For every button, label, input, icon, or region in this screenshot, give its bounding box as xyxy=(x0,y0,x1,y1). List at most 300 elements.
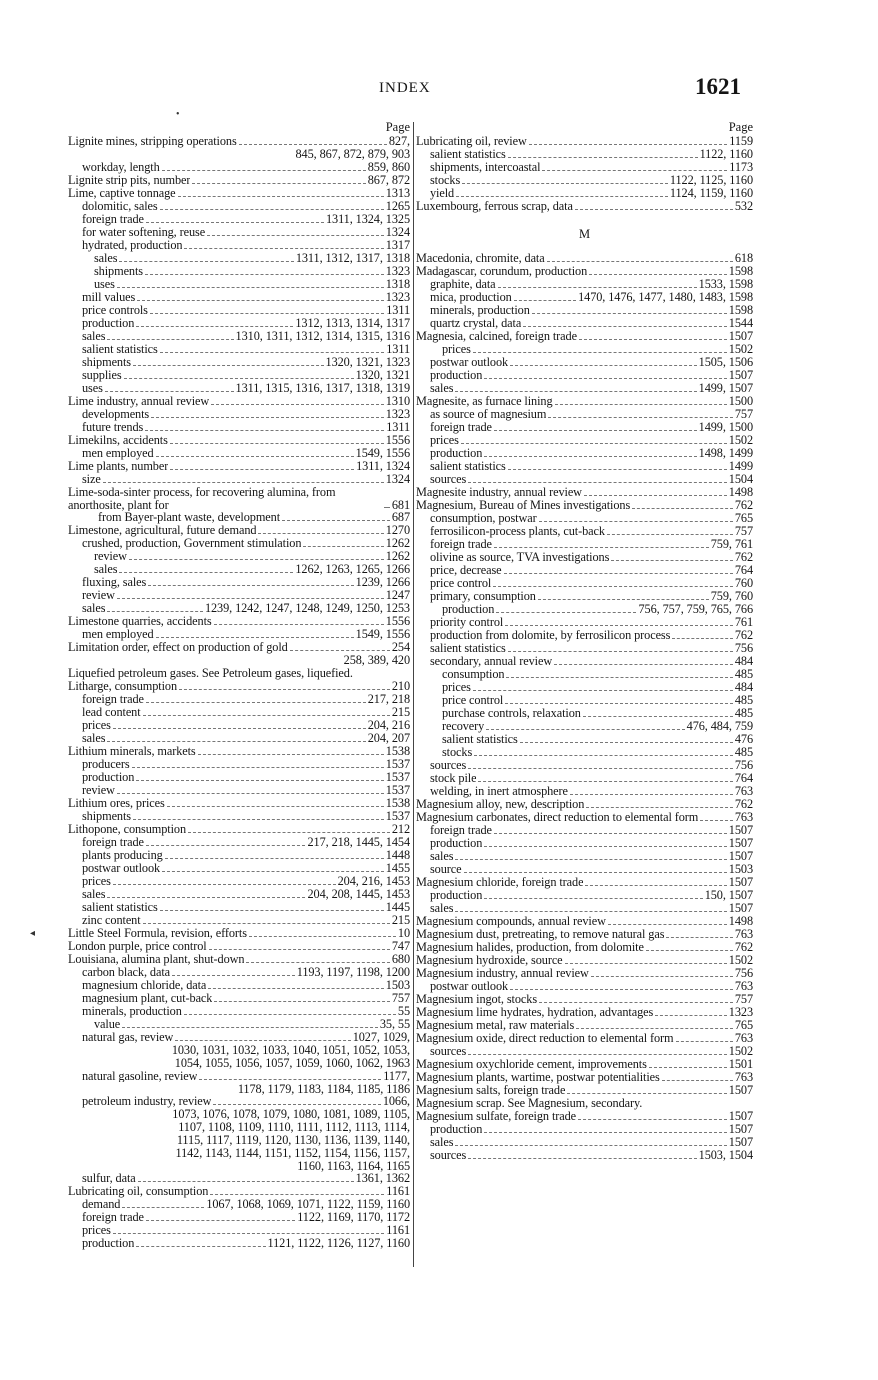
index-entry xyxy=(68,641,410,667)
dot-leader xyxy=(146,845,306,846)
entry-text: Magnesium compounds, annual review xyxy=(416,915,606,928)
entry-text: production xyxy=(82,770,135,784)
page-number: 1621 xyxy=(695,74,741,99)
index-entry xyxy=(68,382,410,395)
dot-leader xyxy=(209,949,390,950)
entry-pages: 1262 xyxy=(385,549,410,564)
dot-leader xyxy=(672,638,733,639)
dot-leader xyxy=(455,391,696,392)
entry-pages: 1549, 1556 xyxy=(355,445,410,460)
index-column-left xyxy=(68,121,410,1250)
index-entry xyxy=(416,603,753,616)
dot-leader xyxy=(103,482,384,483)
entry-text: sales xyxy=(430,850,454,863)
index-entry xyxy=(68,1005,410,1018)
dot-leader xyxy=(170,443,384,444)
entry-text: Magnesium plants, wartime, postwar potentialities xyxy=(416,1071,660,1084)
entry-text: primary, consumption xyxy=(430,590,536,603)
dot-leader xyxy=(456,196,668,197)
entry-text: recovery xyxy=(442,720,485,733)
dot-leader xyxy=(117,598,384,599)
index-entry xyxy=(416,629,753,642)
index-entry xyxy=(416,993,753,1006)
entry-pages: 1311 xyxy=(386,302,410,317)
entry-text: purchase controls, relaxation xyxy=(442,707,581,720)
entry-text: priority control xyxy=(430,616,504,629)
index-entry xyxy=(68,252,410,265)
dot-leader xyxy=(160,209,384,210)
entry-pages: 1311, 1324, 1325 xyxy=(325,211,410,226)
dot-leader xyxy=(192,183,365,184)
entry-pages: 1323 xyxy=(385,289,410,304)
entry-pages: 757 xyxy=(734,524,753,538)
entry-pages: 1507 xyxy=(728,849,753,863)
dot-leader xyxy=(146,1220,295,1221)
entry-pages: 1239, 1242, 1247, 1248, 1249, 1250, 1253 xyxy=(204,601,410,616)
index-entry xyxy=(416,798,753,811)
dot-leader xyxy=(468,768,733,769)
entry-pages: 763 xyxy=(734,784,753,798)
entry-text: postwar outlook xyxy=(430,356,509,369)
entry-pages: 204, 207 xyxy=(367,730,410,745)
entry-text: graphite, data xyxy=(430,278,496,291)
dot-leader xyxy=(510,365,697,366)
entry-pages: 1323 xyxy=(728,1005,753,1019)
entry-text: minerals, production xyxy=(430,304,530,317)
index-entry xyxy=(416,395,753,408)
entry-text: Litharge, consumption xyxy=(68,679,178,693)
entry-pages: 1323 xyxy=(385,263,410,278)
entry-pages: 1544 xyxy=(728,316,753,330)
entry-pages: 618 xyxy=(734,251,753,265)
entry-pages: 1318 xyxy=(385,276,410,291)
dot-leader xyxy=(133,365,324,366)
index-entry xyxy=(416,876,753,889)
index-entry xyxy=(68,537,410,550)
dot-leader xyxy=(214,1001,390,1002)
entry-text: price control xyxy=(442,694,504,707)
entry-text: carbon black, data xyxy=(82,965,170,979)
entry-text: Louisiana, alumina plant, shut-down xyxy=(68,952,245,966)
index-entry xyxy=(416,928,753,941)
entry-pages: 1177, xyxy=(383,1068,410,1083)
entry-pages: 747 xyxy=(391,938,410,953)
dot-leader xyxy=(676,1041,733,1042)
dot-leader xyxy=(496,612,636,613)
entry-text: sales xyxy=(82,731,106,745)
dot-leader xyxy=(107,339,233,340)
entry-text: welding, in inert atmosphere xyxy=(430,785,568,798)
index-entry xyxy=(68,927,410,940)
entry-pages: 1320, 1321 xyxy=(355,367,410,382)
index-entry xyxy=(416,668,753,681)
index-entry xyxy=(68,836,410,849)
entry-text: sources xyxy=(430,759,467,772)
entry-pages: 763 xyxy=(734,810,753,824)
entry-text: production xyxy=(430,889,483,902)
dot-leader xyxy=(567,1093,726,1094)
dot-leader xyxy=(290,650,390,651)
index-entry xyxy=(68,680,410,693)
entry-pages: 476, 484, 759 xyxy=(686,719,753,733)
entry-text: Limestone quarries, accidents xyxy=(68,615,212,629)
entry-pages: 1122, 1169, 1170, 1172 xyxy=(297,1210,410,1225)
dot-leader xyxy=(484,456,696,457)
dot-leader xyxy=(214,624,384,625)
entry-text: postwar outlook xyxy=(430,980,509,993)
entry-pages: 485 xyxy=(734,745,753,759)
entry-pages: 1122, 1160 xyxy=(699,147,753,161)
dot-leader xyxy=(124,378,354,379)
entry-text: plants producing xyxy=(82,848,163,862)
entry-text: dolomitic, sales xyxy=(82,199,158,213)
index-entry xyxy=(68,810,410,823)
entry-text: stocks xyxy=(442,746,473,759)
index-entry xyxy=(416,694,753,707)
entry-pages: 204, 216 xyxy=(367,717,410,732)
index-entry xyxy=(68,784,410,797)
entry-text: men employed xyxy=(82,628,154,642)
index-entry xyxy=(68,473,410,486)
dot-leader xyxy=(493,586,733,587)
entry-text: Magnesium carbonates, direct reduction to elemental form xyxy=(416,811,699,824)
index-entry xyxy=(68,602,410,615)
entry-pages-continued: 845, 867, 872, 879, 903 xyxy=(295,147,410,161)
entry-text: foreign trade xyxy=(82,1211,144,1225)
entry-text: Magnesia, calcined, foreign trade xyxy=(416,330,577,343)
dot-leader xyxy=(113,728,366,729)
dot-leader xyxy=(632,508,733,509)
entry-text: Lime industry, annual review xyxy=(68,394,210,408)
entry-pages: 1122, 1125, 1160 xyxy=(669,173,753,187)
dot-leader xyxy=(210,1194,384,1195)
index-entry xyxy=(416,889,753,902)
dot-leader xyxy=(506,677,732,678)
entry-pages: 1537 xyxy=(385,769,410,784)
entry-text: production xyxy=(82,316,135,330)
entry-text: Magnesium alloy, new, description xyxy=(416,798,585,811)
entry-pages: 1324 xyxy=(385,224,410,239)
dot-leader xyxy=(586,807,733,808)
dot-leader xyxy=(132,767,384,768)
index-entry xyxy=(68,343,410,356)
entry-text: salient statistics xyxy=(442,733,518,746)
entry-text: minerals, production xyxy=(82,1004,182,1018)
entry-pages: 1448 xyxy=(385,847,410,862)
column-divider xyxy=(413,122,414,1267)
entry-text: Limestone, agricultural, future demand xyxy=(68,524,257,538)
entry-pages: 1498 xyxy=(728,485,753,499)
entry-pages-continued: 1107, 1108, 1109, 1110, 1111, 1112, 1113, 1114, xyxy=(178,1120,410,1135)
entry-pages: 1499, 1500 xyxy=(698,420,753,434)
entry-text: Lithopone, consumption xyxy=(68,822,187,836)
entry-text: Magnesium, Bureau of Mines investigations xyxy=(416,499,631,512)
entry-pages: 485 xyxy=(734,667,753,681)
dot-leader xyxy=(554,664,733,665)
entry-pages: 1538 xyxy=(385,795,410,810)
entry-pages: 1556 xyxy=(385,432,410,447)
entry-pages: 1311, 1324 xyxy=(356,458,410,473)
index-entry xyxy=(416,1006,753,1019)
index-entry xyxy=(68,200,410,213)
entry-pages: 1066, xyxy=(382,1094,410,1109)
entry-pages: 1239, 1266 xyxy=(355,575,410,590)
index-entry xyxy=(416,1058,753,1071)
dot-leader xyxy=(211,404,384,405)
entry-pages: 485 xyxy=(734,693,753,707)
index-entry xyxy=(416,655,753,668)
entry-text: demand xyxy=(82,1198,121,1212)
dot-leader xyxy=(151,417,384,418)
index-entry xyxy=(416,941,753,954)
index-entry xyxy=(68,966,410,979)
entry-pages: 1498 xyxy=(728,914,753,928)
entry-text: consumption xyxy=(442,668,505,681)
entry-pages: 1265 xyxy=(385,198,410,213)
entry-pages: 212 xyxy=(391,821,410,836)
dot-leader xyxy=(249,936,396,937)
index-entry xyxy=(416,980,753,993)
entry-text: Lithium ores, prices xyxy=(68,796,165,810)
index-entry xyxy=(416,187,753,200)
entry-pages: 763 xyxy=(734,979,753,993)
index-entry xyxy=(68,213,410,226)
dot-leader xyxy=(486,729,684,730)
index-entry xyxy=(416,564,753,577)
index-entry xyxy=(68,992,410,1005)
index-entry xyxy=(68,693,410,706)
entry-pages: 680 xyxy=(391,951,410,966)
entry-text: salient statistics xyxy=(82,342,158,356)
entry-text: Lignite strip pits, number xyxy=(68,173,191,187)
entry-pages: 1311, 1315, 1316, 1317, 1318, 1319 xyxy=(235,380,410,395)
entry-text: foreign trade xyxy=(430,538,492,551)
index-entry xyxy=(68,356,410,369)
dot-leader xyxy=(508,651,733,652)
entry-text: prices xyxy=(442,681,471,694)
index-entry xyxy=(416,850,753,863)
index-entry xyxy=(416,356,753,369)
index-entry xyxy=(416,577,753,590)
entry-pages: 1027, 1029, xyxy=(352,1029,410,1044)
dot-leader xyxy=(508,157,698,158)
dot-leader xyxy=(170,469,354,470)
index-entry xyxy=(68,447,410,460)
dot-leader xyxy=(662,1080,733,1081)
entry-pages: 204, 208, 1445, 1453 xyxy=(307,886,410,901)
entry-pages: 1502 xyxy=(728,953,753,967)
dot-leader xyxy=(107,897,305,898)
index-entry xyxy=(68,771,410,784)
entry-pages: 1503 xyxy=(385,977,410,992)
index-entry xyxy=(68,719,410,732)
dot-leader xyxy=(494,430,697,431)
index-entry xyxy=(416,1032,753,1045)
dot-leader xyxy=(510,989,733,990)
entry-text: Magnesite, as furnace lining xyxy=(416,395,553,408)
entry-text: production xyxy=(430,369,483,382)
entry-text: foreign trade xyxy=(82,212,144,226)
speck-mark: ◂ xyxy=(30,928,36,939)
entry-text: sales xyxy=(82,887,106,901)
entry-text: Macedonia, chromite, data xyxy=(416,252,545,265)
index-entry xyxy=(416,759,753,772)
entry-pages: 761 xyxy=(734,615,753,629)
entry-pages: 757 xyxy=(391,990,410,1005)
entry-text: Lime, captive tonnage xyxy=(68,186,176,200)
entry-text: sulfur, data xyxy=(82,1172,136,1186)
entry-text: workday, length xyxy=(82,160,160,174)
entry-text: Limekilns, accidents xyxy=(68,433,168,447)
entry-text: sales xyxy=(82,602,106,616)
dot-leader xyxy=(498,287,697,288)
dot-leader xyxy=(199,1079,381,1080)
entry-text: Magnesium metal, raw materials xyxy=(416,1019,575,1032)
dot-leader xyxy=(145,430,384,431)
index-entry xyxy=(68,421,410,434)
entry-pages: 867, 872 xyxy=(367,172,410,187)
entry-text: shipments xyxy=(82,355,131,369)
index-entry xyxy=(68,1172,410,1185)
entry-pages: 1445 xyxy=(385,899,410,914)
entry-pages: 1262, 1263, 1265, 1266 xyxy=(295,562,410,577)
index-entry xyxy=(68,706,410,719)
entry-pages: 756 xyxy=(734,641,753,655)
dot-leader xyxy=(384,507,390,508)
entry-pages: 827, xyxy=(388,134,410,148)
index-entry xyxy=(68,901,410,914)
dot-leader xyxy=(143,715,390,716)
entry-text: salient statistics xyxy=(430,460,506,473)
entry-pages: 1598 xyxy=(728,303,753,317)
entry-pages: 215 xyxy=(391,704,410,719)
index-entry xyxy=(416,486,753,499)
dot-leader xyxy=(542,170,727,171)
dot-leader xyxy=(122,1027,378,1028)
dot-leader xyxy=(175,1040,350,1041)
dot-leader xyxy=(539,521,733,522)
entry-text: magnesium plant, cut-back xyxy=(82,991,213,1005)
entry-pages: 1507 xyxy=(728,1134,753,1149)
entry-text: Magnesium salts, foreign trade xyxy=(416,1084,566,1097)
dot-leader xyxy=(178,196,384,197)
dot-leader xyxy=(494,833,727,834)
entry-text: source xyxy=(430,863,462,876)
dot-leader xyxy=(591,976,733,977)
entry-pages: 1317 xyxy=(385,237,410,252)
entry-text: Magnesium halides, production, from dolomite xyxy=(416,941,644,954)
entry-text: London purple, price control xyxy=(68,939,207,953)
index-entry xyxy=(416,811,753,824)
dot-leader xyxy=(565,963,727,964)
entry-pages: 1323 xyxy=(385,406,410,421)
dot-leader xyxy=(462,183,668,184)
entry-pages: 1121, 1122, 1126, 1127, 1160 xyxy=(267,1236,410,1251)
dot-leader xyxy=(105,391,234,392)
dot-leader xyxy=(484,898,702,899)
index-entry xyxy=(68,291,410,304)
index-entry xyxy=(68,1070,410,1096)
entry-text: production xyxy=(430,447,483,460)
index-entry xyxy=(68,745,410,758)
entry-text: quartz crystal, data xyxy=(430,317,522,330)
index-entry xyxy=(416,1019,753,1032)
entry-text: uses xyxy=(82,381,103,395)
index-entry xyxy=(68,460,410,473)
entry-pages: 10 xyxy=(397,925,410,940)
index-entry xyxy=(416,499,753,512)
entry-text: price control xyxy=(430,577,492,590)
entry-text: mica, production xyxy=(430,291,512,304)
entry-pages: 210 xyxy=(391,678,410,693)
entry-text: Magnesium hydroxide, source xyxy=(416,954,563,967)
speck-mark: • xyxy=(176,109,180,120)
entry-pages-continued: 1054, 1055, 1056, 1057, 1059, 1060, 1062, 1963 xyxy=(174,1055,410,1070)
entry-pages: 484 xyxy=(734,654,753,668)
entry-text: stocks xyxy=(430,174,461,187)
entry-pages: 1124, 1159, 1160 xyxy=(669,186,753,200)
dot-leader xyxy=(133,819,384,820)
dot-leader xyxy=(529,144,728,145)
entry-text: prices xyxy=(82,874,111,888)
index-entry xyxy=(416,317,753,330)
entry-pages: 756 xyxy=(734,758,753,772)
entry-text: Magnesium ingot, stocks xyxy=(416,993,538,1006)
entry-pages: 1499, 1507 xyxy=(698,381,753,395)
entry-text: future trends xyxy=(82,420,144,434)
entry-pages: 1507 xyxy=(728,1121,753,1136)
dot-leader xyxy=(184,248,383,249)
entry-pages: 1507 xyxy=(728,1083,753,1097)
index-entry xyxy=(68,369,410,382)
entry-text: consumption, postwar xyxy=(430,512,537,525)
index-entry xyxy=(416,616,753,629)
entry-pages: 1507 xyxy=(728,823,753,837)
dot-leader xyxy=(136,326,293,327)
dot-leader xyxy=(119,261,293,262)
entry-pages: 1538 xyxy=(385,743,410,758)
dot-leader xyxy=(129,559,384,560)
entry-pages: 35, 55 xyxy=(379,1016,410,1031)
dot-leader xyxy=(547,261,733,262)
entry-pages: 1507 xyxy=(728,368,753,382)
dot-leader xyxy=(156,637,354,638)
entry-text: shipments, intercoastal xyxy=(430,161,541,174)
index-entry xyxy=(416,200,753,213)
entry-text: Magnesium oxychloride cement, improvements xyxy=(416,1058,647,1071)
entry-text: as source of magnesium xyxy=(430,408,547,421)
dot-leader xyxy=(548,417,733,418)
dot-leader xyxy=(520,742,733,743)
dot-leader xyxy=(137,300,384,301)
dot-leader xyxy=(156,456,354,457)
index-entry xyxy=(68,434,410,447)
entry-text: value xyxy=(94,1017,121,1031)
dot-leader xyxy=(589,274,727,275)
dot-leader xyxy=(138,1181,354,1182)
dot-leader xyxy=(505,703,733,704)
entry-text: Lime-soda-sinter process, for recovering alumina, from anorthosite, plant for xyxy=(68,485,336,512)
entry-text: foreign trade xyxy=(430,421,492,434)
dot-leader xyxy=(478,781,732,782)
index-entry xyxy=(68,239,410,252)
dot-leader xyxy=(179,689,390,690)
entry-pages: 55 xyxy=(397,1003,410,1018)
index-entry xyxy=(68,667,410,680)
index-entry xyxy=(68,914,410,927)
entry-pages: 1507 xyxy=(728,1108,753,1123)
dot-leader xyxy=(117,793,384,794)
